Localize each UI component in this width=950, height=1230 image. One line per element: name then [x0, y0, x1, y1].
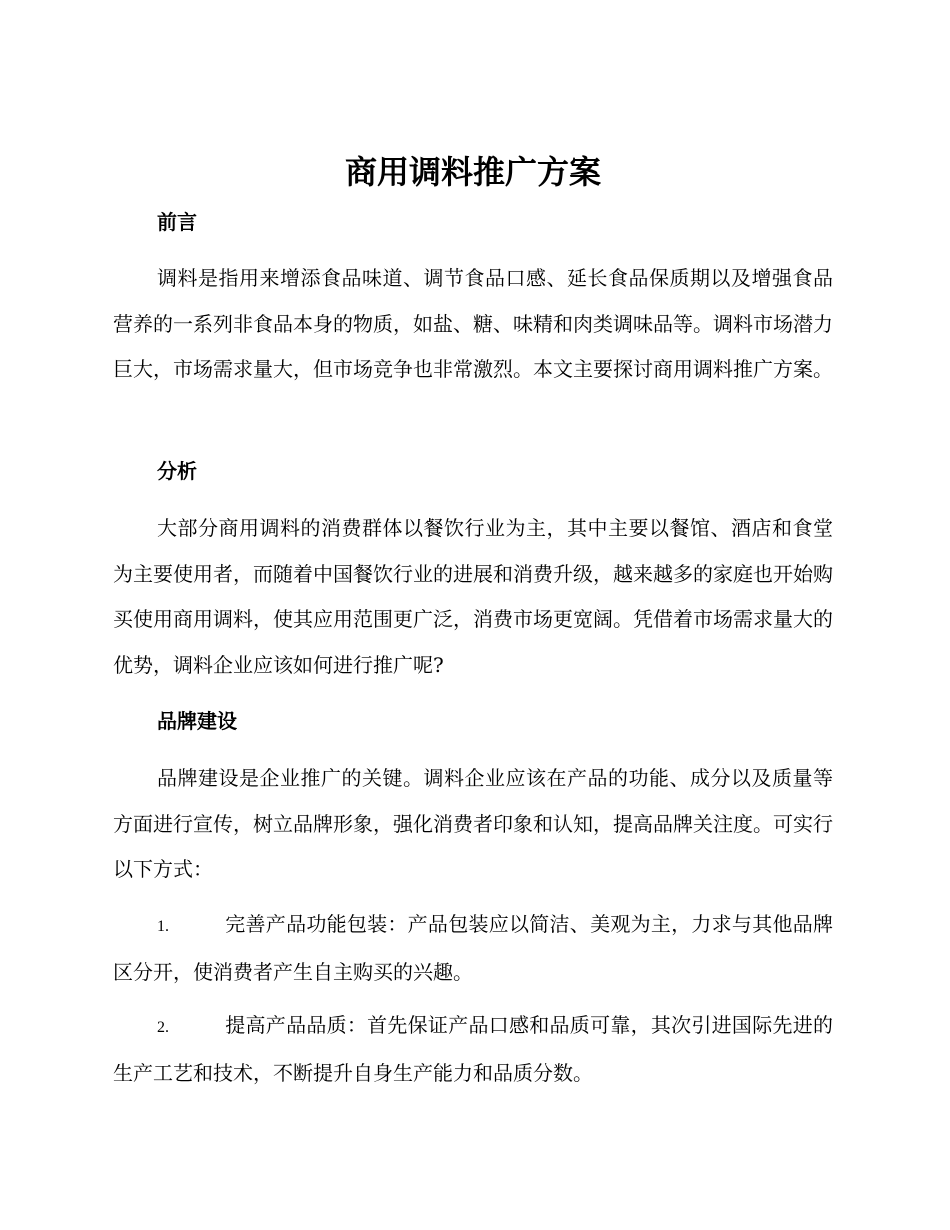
section-paragraph-brand-building: 品牌建设是企业推广的关键。调料企业应该在产品的功能、成分以及质量等方面进行宣传，树立品牌形象，强化消费者印象和认知，提高品牌关注度。可实行以下方式： [113, 766, 833, 881]
list-item-text: 提高产品品质：首先保证产品口感和品质可靠，其次引进国际先进的生产工艺和技术，不断提升自身生产能力和品质分数。 [113, 1013, 833, 1085]
section-paragraph-preface: 调料是指用来增添食品味道、调节食品口感、延长食品保质期以及增强食品营养的一系列非食品本身的物质，如盐、糖、味精和肉类调味品等。调料市场潜力巨大，市场需求量大，但市场竞争也非常激烈。本文主要探讨商用调料推广方案。 [113, 266, 833, 381]
list-item [113, 1003, 833, 1096]
list-item-number: 1. [157, 918, 169, 935]
page-title: 商用调料推广方案 [344, 153, 601, 191]
list-item-number: 2. [157, 1019, 169, 1036]
list-item-text: 完善产品功能包装：产品包装应以简洁、美观为主，力求与其他品牌区分开，使消费者产生自主购买的兴趣。 [113, 912, 833, 984]
section-paragraph-analysis: 大部分商用调料的消费群体以餐饮行业为主，其中主要以餐馆、酒店和食堂为主要使用者，而随着中国餐饮行业的进展和消费升级，越来越多的家庭也开始购买使用商用调料，使其应用范围更广泛，消费市场更宽阔。凭借着市场需求量大的优势，调料企业应该如何进行推广呢? [113, 516, 833, 677]
list-item [113, 902, 833, 995]
section-heading-analysis: 分析 [157, 459, 197, 483]
section-heading-brand-building: 品牌建设 [157, 709, 237, 733]
section-heading-preface: 前言 [157, 210, 197, 234]
